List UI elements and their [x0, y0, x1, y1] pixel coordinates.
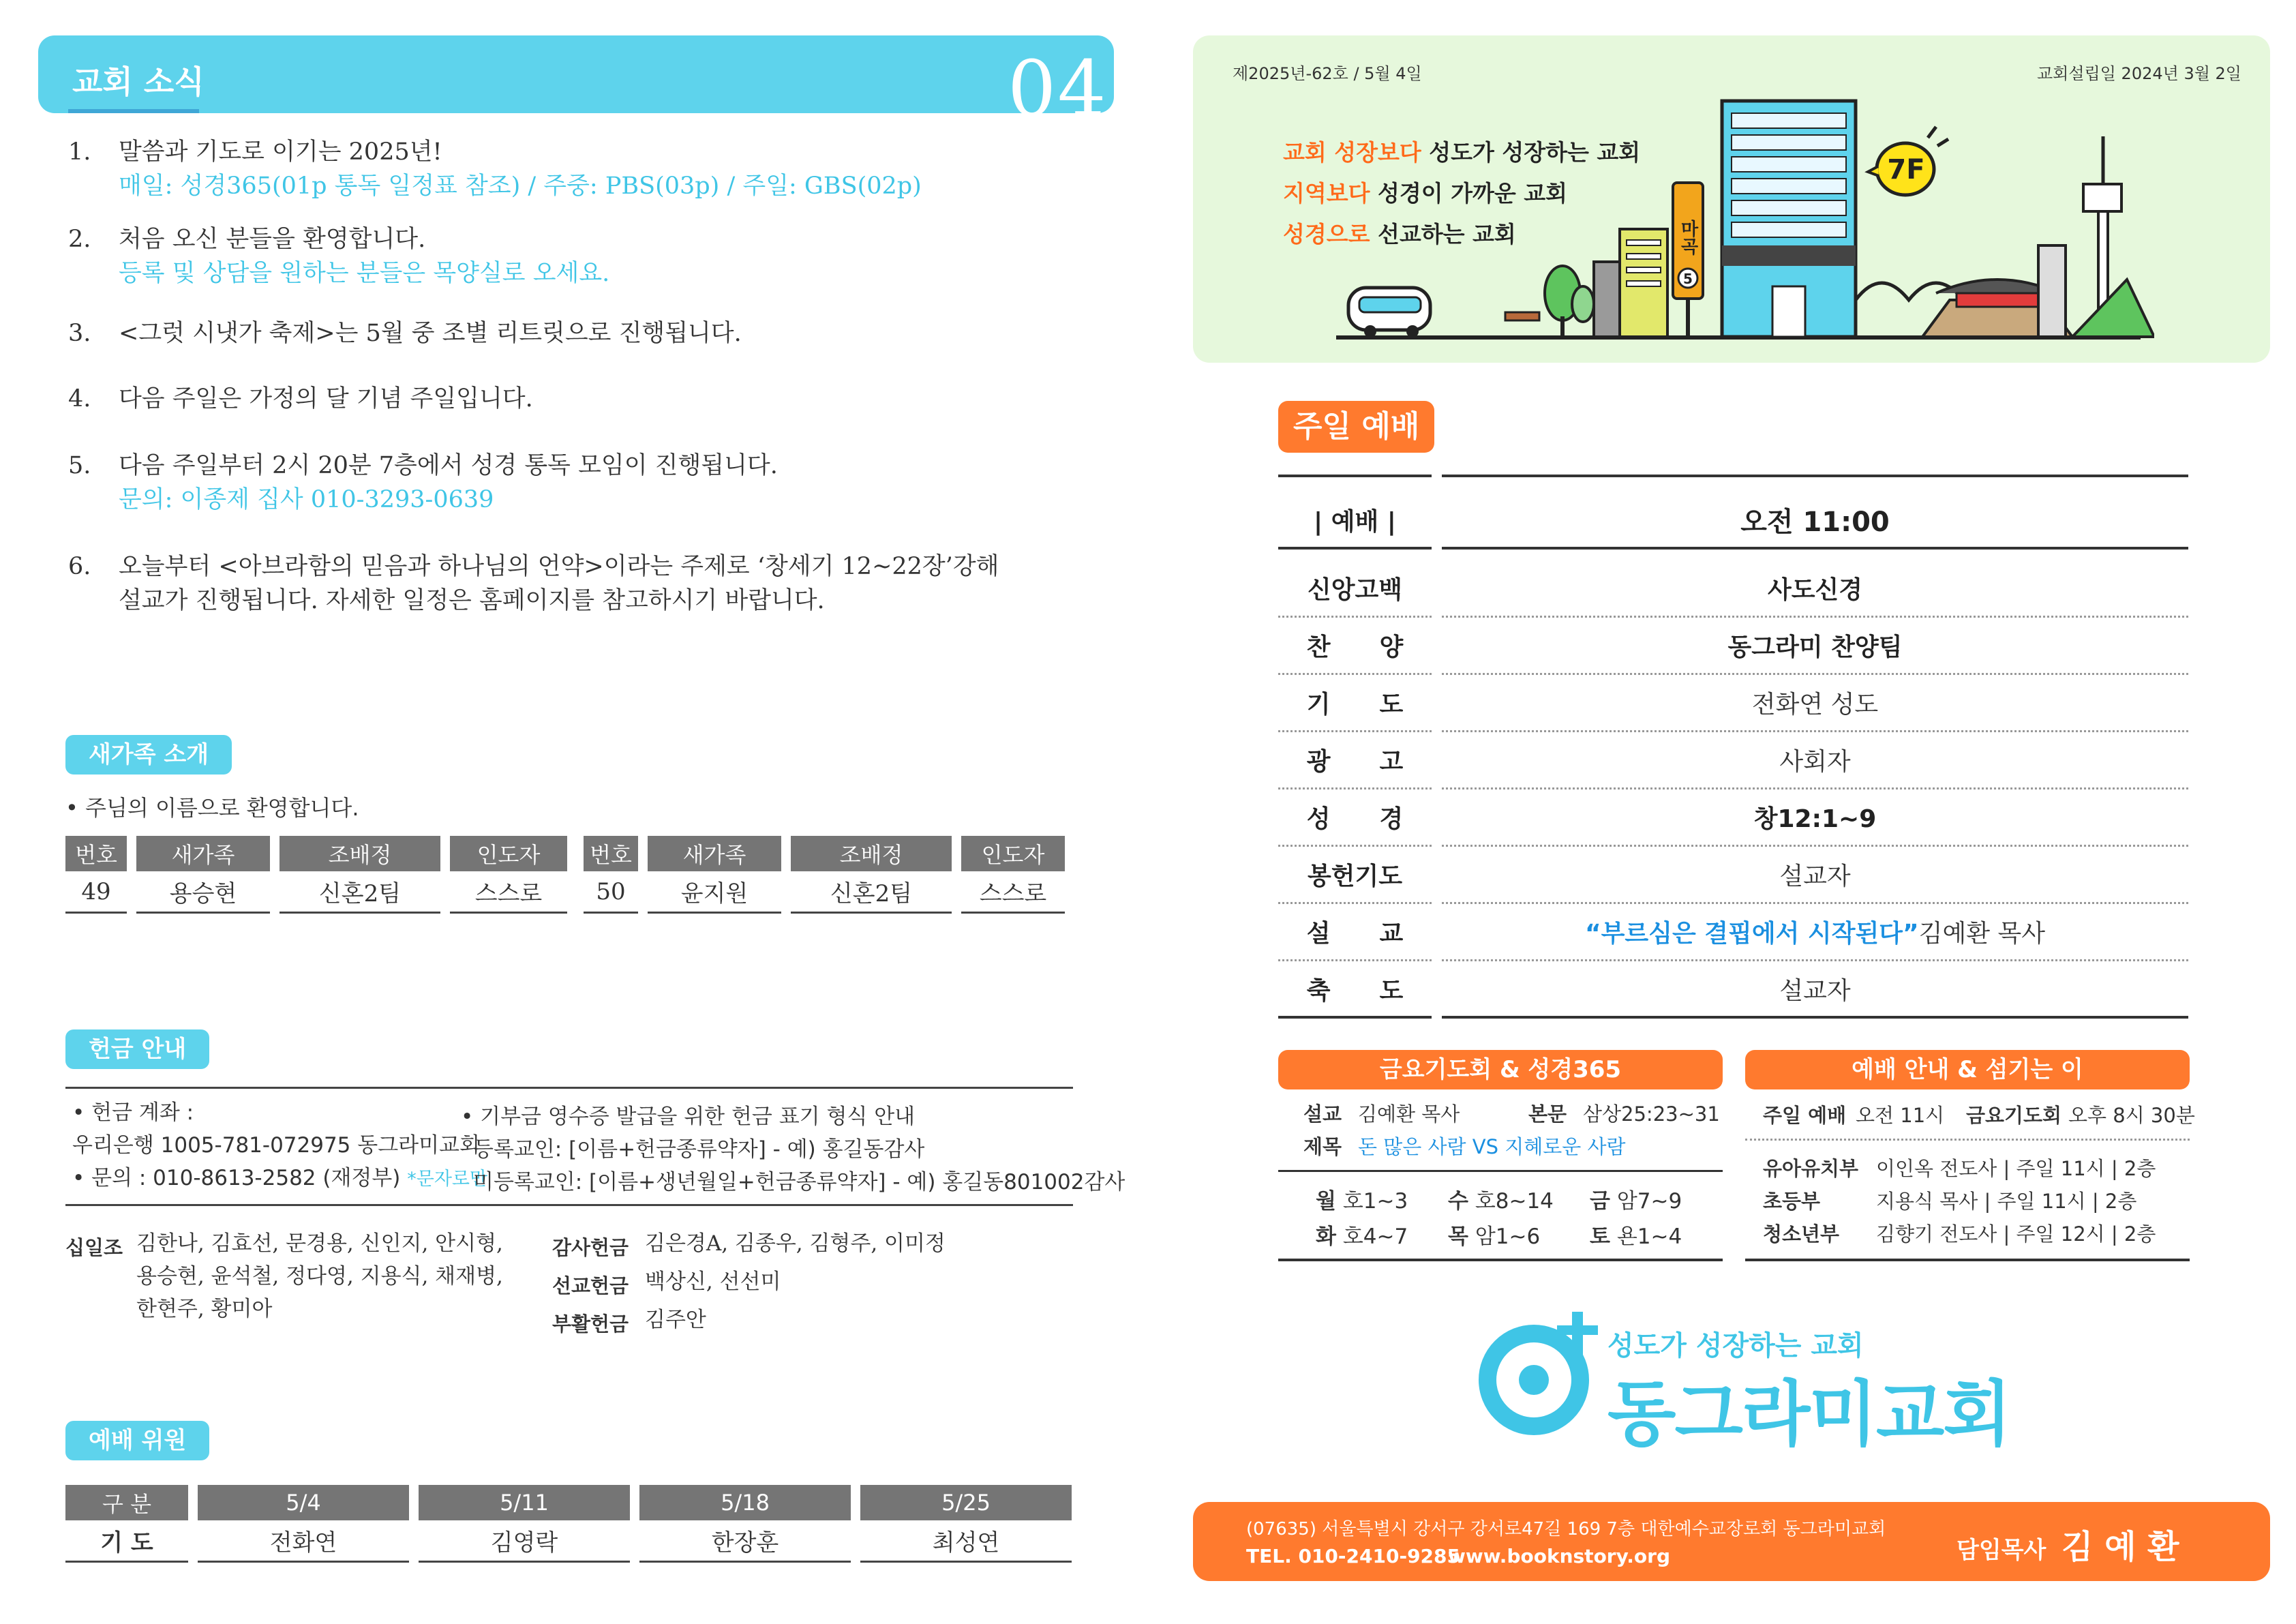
col-header: 새가족 — [136, 836, 270, 871]
table-cell: 용승현 — [136, 871, 270, 914]
news-item-num: 5. — [68, 452, 91, 479]
day-reading: 암1~6 — [1475, 1224, 1541, 1249]
newfamily-intro: • 주님의 이름으로 환영합니다. — [65, 795, 359, 821]
sermon-preacher: 김예환 목사 — [1918, 920, 2046, 948]
day-label: 화 — [1316, 1224, 1336, 1249]
news-item-text: 말씀과 기도로 이기는 2025년! — [119, 138, 442, 166]
sunday-header-label: | 예배 | — [1278, 492, 1432, 550]
offering-top-rule — [65, 1087, 1073, 1089]
news-item-4 — [68, 382, 1118, 416]
offering-bottom-rule — [65, 1204, 1073, 1206]
news-item-num: 4. — [68, 385, 91, 412]
table-cell: 스스로 — [961, 871, 1065, 914]
table-cell: 김영락 — [419, 1520, 630, 1563]
tree-icon — [1545, 266, 1594, 337]
reading-day — [1590, 1219, 1682, 1250]
newfamily-table-right — [574, 836, 1074, 914]
page-number: 04 — [1008, 45, 1108, 134]
newfamily-title: 새가족 소개 — [65, 735, 232, 775]
subway-sign-num: 5 — [1683, 271, 1693, 287]
founded-date: 교회설립일 2024년 3월 2일 — [2037, 64, 2241, 83]
tithe-line: 용승현, 윤석철, 정다영, 지용식, 채재병, — [136, 1264, 503, 1289]
news-item-text2: 설교가 진행됩니다. 자세한 일정은 홈페이지를 참고하시기 바랍니다. — [119, 587, 825, 614]
news-item-6 — [68, 550, 1118, 618]
friday-subject: 돈 많은 사람 VS 지혜로운 사람 — [1358, 1135, 1626, 1158]
news-item-text: 오늘부터 <아브라함의 믿음과 하나님의 언약>이라는 주제로 ‘창세기 12~22장’강해 — [119, 553, 999, 580]
friday-subject-label: 제목 — [1303, 1135, 1342, 1158]
day-label: 금 — [1590, 1189, 1610, 1214]
worship-value: 전화연 성도 — [1442, 675, 2188, 732]
day-reading: 호8~14 — [1475, 1189, 1554, 1214]
bus-icon — [1348, 288, 1430, 337]
mission-label: 선교헌금 — [552, 1274, 629, 1297]
worship-value: 사도신경 — [1442, 560, 2188, 618]
tithe-line: 한현주, 황미아 — [136, 1297, 273, 1321]
slogan-text: 성경이 가까운 교회 — [1370, 180, 1568, 207]
sermon-title: “부르심은 결핍에서 시작된다” — [1584, 920, 1919, 948]
reading-day — [1448, 1219, 1540, 1250]
col-header: 인도자 — [961, 836, 1065, 871]
reading-day — [1316, 1184, 1408, 1214]
worship-label: 신앙고백 — [1278, 560, 1432, 618]
info-bottom-rule — [1745, 1259, 2190, 1261]
bench-icon — [1505, 312, 1539, 320]
thanks-label: 감사헌금 — [552, 1236, 629, 1259]
issue-number: 제2025년-62호 / 5월 4일 — [1233, 64, 1422, 83]
tithe-names — [136, 1227, 503, 1325]
info-friday-label: 금요기도회 — [1966, 1104, 2062, 1127]
subway-sign-icon — [1673, 183, 1703, 337]
col-header: 인도자 — [450, 836, 567, 871]
worship-label: 봉헌기도 — [1278, 847, 1432, 904]
sunday-header-row — [1278, 492, 2188, 550]
news-item-text: 다음 주일은 가정의 달 기념 주일입니다. — [119, 385, 533, 412]
col-header: 조배정 — [791, 836, 952, 871]
slogan-highlight: 성경으로 — [1283, 221, 1370, 247]
col-header: 구 분 — [65, 1485, 188, 1520]
sunday-rule — [1278, 475, 1432, 477]
footer-pastor-label: 담임목사 — [1957, 1537, 2046, 1564]
offering-inquiry-text: • 문의 : 010-8613-2582 (재정부) — [72, 1166, 401, 1190]
dept-value: 김향기 전도사 | 주일 12시 | 2층 — [1876, 1222, 2156, 1246]
worship-row — [1278, 732, 2188, 790]
col-header: 5/4 — [198, 1485, 409, 1520]
worship-label: 축 도 — [1278, 961, 1432, 1019]
table-row — [65, 871, 567, 914]
reading-day — [1316, 1219, 1408, 1250]
footer-pastor-name: 김 예 환 — [2061, 1528, 2179, 1566]
table-cell: 전화연 — [198, 1520, 409, 1563]
day-label: 목 — [1448, 1224, 1468, 1249]
news-title-underline — [68, 109, 199, 113]
col-header: 번호 — [584, 836, 638, 871]
info-divider — [1745, 1139, 2190, 1141]
table-cell: 50 — [584, 871, 638, 914]
newfamily-table-left — [56, 836, 577, 914]
footer-website[interactable]: www.booknstory.org — [1448, 1545, 1671, 1567]
church-logo-icon — [1472, 1309, 1609, 1445]
col-header: 5/18 — [639, 1485, 851, 1520]
news-item-num: 6. — [68, 553, 91, 580]
slogan-text: 선교하는 교회 — [1370, 221, 1516, 247]
worship-row — [1278, 560, 2188, 618]
news-title: 교회 소식 — [72, 63, 205, 100]
building-icon — [2038, 245, 2066, 337]
footer-tel: TEL. 010-2410-9285 — [1246, 1545, 1461, 1567]
city-illustration — [1336, 95, 2154, 348]
news-item-3 — [68, 316, 1118, 350]
worship-info-title: 예배 안내 & 섬기는 이 — [1745, 1050, 2190, 1089]
news-item-num: 3. — [68, 320, 91, 347]
dept-label: 청소년부 — [1763, 1222, 1840, 1246]
dept-label: 유아유치부 — [1763, 1157, 1859, 1180]
news-item-text: <그럿 시냇가 축제>는 5월 중 조별 리트릿으로 진행됩니다. — [119, 320, 742, 347]
slogan-highlight: 교회 성장보다 — [1283, 139, 1421, 166]
day-label: 수 — [1448, 1189, 1468, 1214]
friday-bottom-rule — [1278, 1259, 1723, 1261]
col-header: 5/11 — [419, 1485, 630, 1520]
friday-text: 삼상25:23~31 — [1583, 1102, 1720, 1126]
receipt-title: • 기부금 영수증 발급을 위한 헌금 표기 형식 안내 — [461, 1104, 916, 1129]
worship-value: 창12:1~9 — [1442, 790, 2188, 847]
day-reading: 호4~7 — [1342, 1224, 1408, 1249]
slogan-text: 성도가 성장하는 교회 — [1421, 139, 1641, 166]
church-tower-icon — [1722, 101, 1856, 337]
offering-title: 헌금 안내 — [65, 1029, 209, 1069]
info-sunday: 오전 11시 — [1856, 1104, 1945, 1127]
col-header: 새가족 — [648, 836, 781, 871]
news-item-text: 다음 주일부터 2시 20분 7층에서 성경 통독 모임이 진행됩니다. — [119, 452, 778, 479]
col-header: 조배정 — [280, 836, 440, 871]
offering-inquiry-note: *문자로만 — [407, 1169, 488, 1190]
worship-value: 사회자 — [1442, 732, 2188, 790]
friday-rule — [1278, 1170, 1723, 1172]
worship-label: 찬 양 — [1278, 618, 1432, 675]
tithe-label: 십일조 — [65, 1236, 123, 1259]
thanks-names: 김은경A, 김종우, 김형주, 이미정 — [645, 1231, 946, 1256]
offering-account: 우리은행 1005-781-072975 동그라미교회 — [72, 1133, 480, 1158]
table-cell: 윤지원 — [648, 871, 781, 914]
day-label: 월 — [1316, 1189, 1336, 1214]
sunday-rule — [1442, 475, 2188, 477]
worship-label: 설 교 — [1278, 904, 1432, 961]
worship-label: 기 도 — [1278, 675, 1432, 732]
table-cell: 49 — [65, 871, 127, 914]
day-reading: 호1~3 — [1342, 1189, 1408, 1214]
offering-account-label: • 헌금 계좌 : — [72, 1100, 194, 1125]
receipt-registered: 등록교인: [이름+헌금종류약자] - 예) 홍길동감사 — [473, 1137, 925, 1162]
worship-value — [1442, 904, 2188, 961]
mission-names: 백상신, 선선미 — [645, 1269, 781, 1294]
news-item-sub: 등록 및 상담을 원하는 분들은 목양실로 오세요. — [119, 260, 610, 287]
friday-text-label: 본문 — [1528, 1102, 1567, 1126]
news-item-2 — [68, 222, 1118, 290]
offering-inquiry — [72, 1162, 487, 1196]
friday-sermon: 김예환 목사 — [1358, 1102, 1460, 1126]
table-cell: 한장훈 — [639, 1520, 851, 1563]
worship-value: 설교자 — [1442, 847, 2188, 904]
floor-badge-icon — [1868, 127, 1948, 195]
worship-value: 동그라미 찬양팀 — [1442, 618, 2188, 675]
day-label: 토 — [1590, 1224, 1610, 1249]
news-item-1 — [68, 135, 1118, 203]
committee-title: 예배 위원 — [65, 1421, 209, 1460]
reading-day — [1590, 1184, 1682, 1214]
table-row — [584, 871, 1065, 914]
info-sunday-label: 주일 예배 — [1763, 1104, 1847, 1127]
worship-value: 설교자 — [1442, 961, 2188, 1019]
worship-label: 성 경 — [1278, 790, 1432, 847]
logo-name: 동그라미교회 — [1607, 1372, 2010, 1456]
table-cell: 신혼2팀 — [280, 871, 440, 914]
news-item-sub: 매일: 성경365(01p 통독 일정표 참조) / 주중: PBS(03p) / 주일: GBS(02p) — [119, 172, 922, 200]
table-cell: 최성연 — [860, 1520, 1072, 1563]
worship-label: 광 고 — [1278, 732, 1432, 790]
worship-row — [1278, 904, 2188, 961]
news-item-5 — [68, 449, 1118, 517]
table-cell: 신혼2팀 — [791, 871, 952, 914]
info-friday: 오후 8시 30분 — [2068, 1104, 2195, 1127]
floor-badge-text: 7F — [1887, 154, 1925, 185]
table-row — [65, 1520, 1072, 1563]
worship-row — [1278, 675, 2188, 732]
dept-value: 이인옥 전도사 | 주일 11시 | 2층 — [1876, 1157, 2156, 1180]
mountain-icon — [2072, 280, 2154, 337]
subway-sign-text: 마곡 — [1678, 220, 1698, 255]
committee-table — [56, 1485, 1081, 1563]
friday-title: 금요기도회 & 성경365 — [1278, 1050, 1723, 1089]
sunday-title: 주일 예배 — [1278, 401, 1434, 453]
table-cell: 기 도 — [65, 1520, 188, 1563]
news-item-sub: 문의: 이종제 집사 010-3293-0639 — [119, 486, 494, 513]
col-header: 번호 — [65, 836, 127, 871]
dept-label: 초등부 — [1763, 1190, 1821, 1213]
tithe-line: 김한나, 김효선, 문경용, 신인지, 안시형, — [136, 1231, 503, 1256]
worship-row — [1278, 847, 2188, 904]
easter-names: 김주안 — [645, 1308, 706, 1332]
footer-address: (07635) 서울특별시 강서구 강서로47길 169 7층 대한예수교장로회 동그라미교회 — [1246, 1519, 1886, 1539]
table-cell: 스스로 — [450, 871, 567, 914]
easter-label: 부활헌금 — [552, 1312, 629, 1336]
worship-row — [1278, 618, 2188, 675]
col-header: 5/25 — [860, 1485, 1072, 1520]
receipt-unregistered: 미등록교인: [이름+생년월일+헌금종류약자] - 예) 홍길동801002감사 — [473, 1170, 1126, 1194]
news-item-text: 처음 오신 분들을 환영합니다. — [119, 226, 426, 253]
worship-row — [1278, 961, 2188, 1019]
news-item-num: 1. — [68, 138, 91, 166]
logo-tagline: 성도가 성장하는 교회 — [1607, 1330, 1864, 1362]
reading-day — [1448, 1184, 1554, 1214]
day-reading: 욘1~4 — [1616, 1224, 1682, 1249]
worship-row — [1278, 790, 2188, 847]
dept-value: 지용식 목사 | 주일 11시 | 2층 — [1876, 1190, 2137, 1213]
day-reading: 암7~9 — [1616, 1189, 1682, 1214]
sunday-header-time: 오전 11:00 — [1442, 492, 2188, 550]
friday-sermon-label: 설교 — [1303, 1102, 1342, 1126]
news-item-num: 2. — [68, 226, 91, 253]
slogan-highlight: 지역보다 — [1283, 180, 1370, 207]
